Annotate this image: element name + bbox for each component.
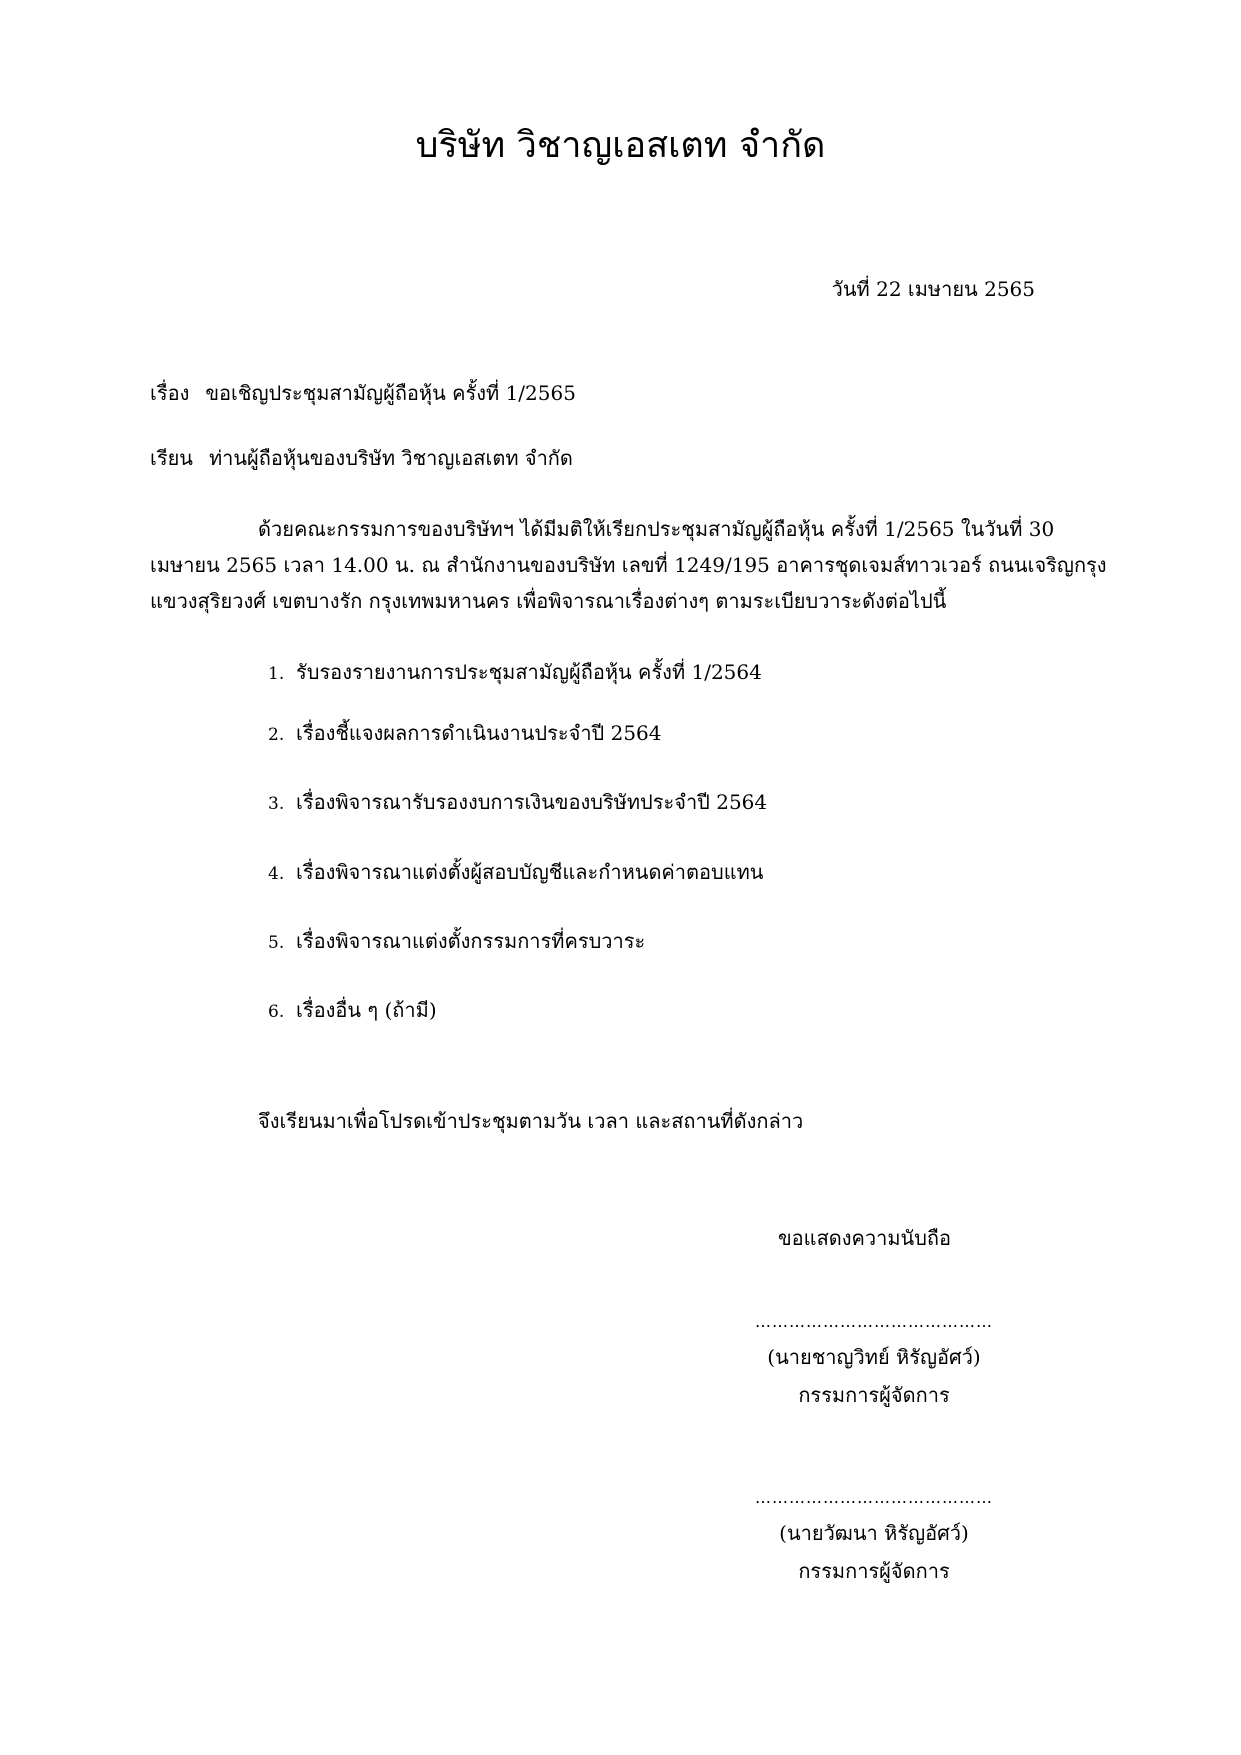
signatory-name: (นายชาญวิทย์ หิรัญอัศว์) (767, 1345, 981, 1369)
body-line: ด้วยคณะกรรมการของบริษัทฯ ได้มีมติให้เรียกประชุมสามัญผู้ถือหุ้น ครั้งที่ 1/2565 ในวันที่ 30 (258, 517, 1055, 541)
agenda-item (268, 926, 645, 958)
agenda-item (268, 787, 767, 819)
agenda-number: 1. (268, 664, 285, 684)
agenda-number: 2. (268, 725, 285, 745)
signature-line: …………………………………… (755, 1312, 993, 1331)
signatory-role: กรรมการผู้จัดการ (798, 1383, 950, 1407)
salutation-text: ท่านผู้ถือหุ้นของบริษัท วิชาญเอสเตท จำกัด (208, 446, 573, 470)
subject-text: ขอเชิญประชุมสามัญผู้ถือหุ้น ครั้งที่ 1/2565 (205, 381, 576, 405)
agenda-text: เรื่องอื่น ๆ (ถ้ามี) (296, 998, 437, 1022)
signature-line: …………………………………… (755, 1488, 993, 1507)
subject-line (150, 378, 576, 408)
agenda-item (268, 657, 762, 689)
agenda-item (268, 718, 662, 750)
agenda-number: 3. (268, 794, 285, 814)
subject-label: เรื่อง (150, 381, 190, 405)
regards-text: ขอแสดงความนับถือ (778, 1226, 952, 1250)
agenda-number: 4. (268, 864, 285, 884)
signature-block (714, 1312, 1034, 1410)
document-date: วันที่ 22 เมษายน 2565 (831, 277, 1035, 301)
body-line: แขวงสุริยวงศ์ เขตบางรัก กรุงเทพมหานคร เพื่อพิจารณาเรื่องต่างๆ ตามระเบียบวาระดังต่อไปนี้ (150, 589, 947, 613)
salutation-line (150, 443, 573, 473)
agenda-item (268, 857, 763, 889)
body-line: เมษายน 2565 เวลา 14.00 น. ณ สำนักงานของบริษัท เลขที่ 1249/195 อาคารชุดเจมส์ทาวเวอร์ ถนนเจริญกรุง (150, 553, 1107, 577)
agenda-number: 5. (268, 933, 285, 953)
agenda-text: เรื่องพิจารณารับรองงบการเงินของบริษัทประจำปี 2564 (296, 790, 768, 814)
agenda-text: เรื่องพิจารณาแต่งตั้งผู้สอบบัญชีและกำหนดค่าตอบแทน (296, 860, 764, 884)
salutation-label: เรียน (150, 446, 193, 470)
agenda-text: เรื่องพิจารณาแต่งตั้งกรรมการที่ครบวาระ (296, 929, 646, 953)
body-paragraph (150, 511, 1107, 619)
signature-block (714, 1488, 1034, 1586)
agenda-text: รับรองรายงานการประชุมสามัญผู้ถือหุ้น ครั้งที่ 1/2564 (296, 660, 762, 684)
signatory-role: กรรมการผู้จัดการ (798, 1559, 950, 1583)
agenda-item (268, 995, 437, 1027)
signatory-name: (นายวัฒนา หิรัญอัศว์) (779, 1521, 969, 1545)
agenda-number: 6. (268, 1002, 285, 1022)
company-title: บริษัท วิชาญเอสเตท จำกัด (415, 125, 826, 166)
agenda-text: เรื่องชี้แจงผลการดำเนินงานประจำปี 2564 (296, 721, 662, 745)
closing-sentence: จึงเรียนมาเพื่อโปรดเข้าประชุมตามวัน เวลา และสถานที่ดังกล่าว (258, 1109, 804, 1133)
